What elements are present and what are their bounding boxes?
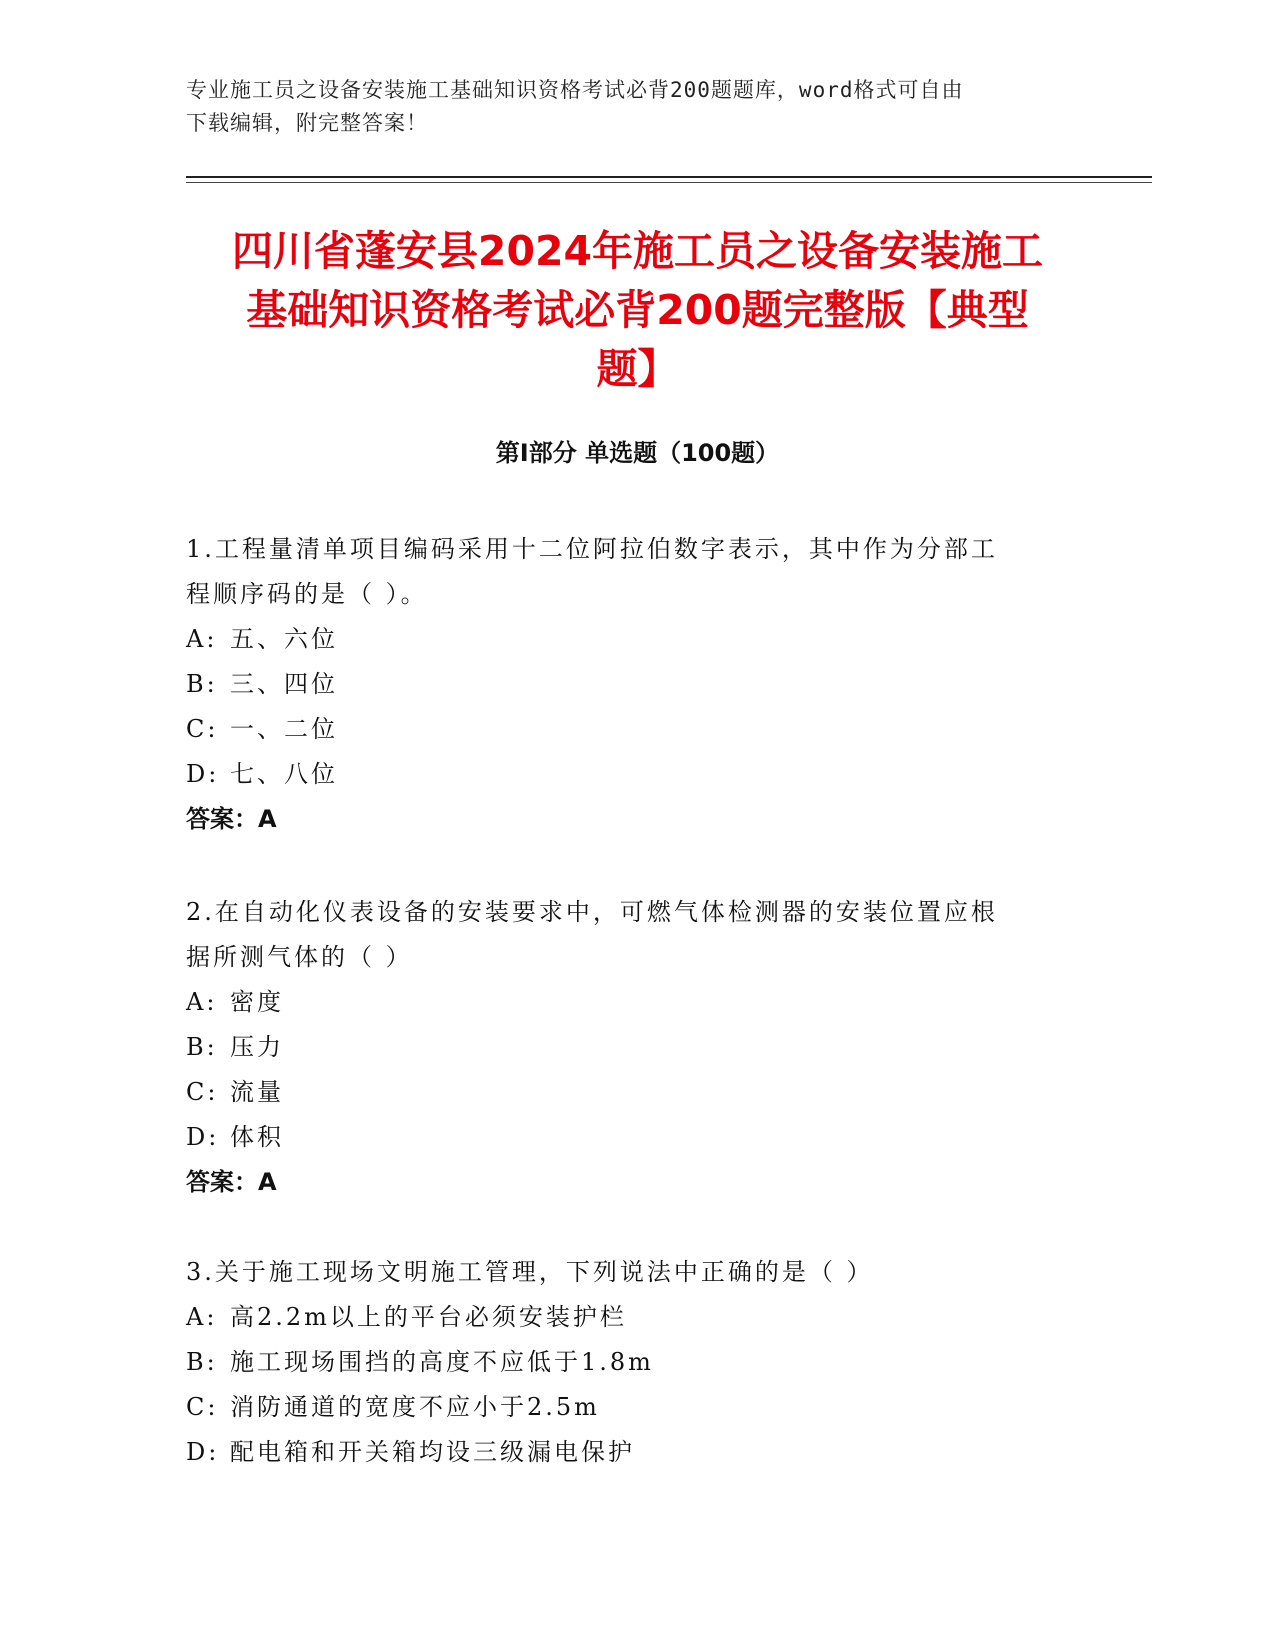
option-c [186,1385,1066,1430]
option-c [186,1070,1066,1115]
option-letter: A: [186,988,218,1016]
option-a [186,617,1066,662]
option-text: 高2.2m以上的平台必须安装护栏 [230,1303,627,1331]
question-2 [186,890,1066,1205]
document-title-line-1: 四川省蓬安县2024年施工员之设备安装施工 [231,227,1044,275]
option-letter: C: [186,1078,219,1106]
header-note-line-1: 专业施工员之设备安装施工基础知识资格考试必背200题题库，word格式可自由 [186,78,964,102]
option-a [186,980,1066,1025]
option-letter: A: [186,625,218,653]
option-text: 一、二位 [230,715,338,743]
option-c [186,707,1066,752]
question-stem-line-1: 1.工程量清单项目编码采用十二位阿拉伯数字表示，其中作为分部工 [186,535,998,563]
header-note [186,74,1086,140]
section-heading: 第Ⅰ部分 单选题（100题） [495,439,780,467]
option-text: 五、六位 [230,625,338,653]
option-letter: C: [186,1393,219,1421]
option-letter: B: [186,1348,218,1376]
header-divider-thick [186,176,1152,178]
option-text: 压力 [230,1033,284,1061]
option-letter: A: [186,1303,218,1331]
option-text: 密度 [230,988,284,1016]
option-d [186,752,1066,797]
option-d [186,1430,1066,1475]
question-1 [186,527,1066,842]
option-a [186,1295,1066,1340]
option-letter: B: [186,670,218,698]
option-b [186,1025,1066,1070]
document-title [186,222,1089,399]
option-text: 配电箱和开关箱均设三级漏电保护 [230,1438,635,1466]
option-letter: D: [186,760,220,788]
header-divider-thin [186,182,1152,183]
option-letter: C: [186,715,219,743]
option-letter: D: [186,1123,220,1151]
option-text: 三、四位 [230,670,338,698]
option-text: 施工现场围挡的高度不应低于1.8m [230,1348,654,1376]
question-3 [186,1250,1066,1475]
question-stem-line-2: 程顺序码的是（ ）。 [186,580,428,608]
option-d [186,1115,1066,1160]
option-text: 体积 [230,1123,284,1151]
option-b [186,662,1066,707]
option-letter: D: [186,1438,220,1466]
question-stem-line-2: 据所测气体的（ ） [186,943,413,971]
question-stem-line-1: 3.关于施工现场文明施工管理，下列说法中正确的是（ ） [186,1258,874,1286]
option-text: 七、八位 [230,760,338,788]
document-title-line-3: 题】 [596,345,679,393]
option-text: 流量 [230,1078,284,1106]
question-stem-line-1: 2.在自动化仪表设备的安装要求中，可燃气体检测器的安装位置应根 [186,898,998,926]
answer-key: 答案：A [186,805,277,833]
answer-key: 答案：A [186,1168,277,1196]
option-b [186,1340,1066,1385]
header-note-line-2: 下载编辑，附完整答案！ [186,111,428,135]
option-letter: B: [186,1033,218,1061]
document-title-line-2: 基础知识资格考试必背200题完整版【典型 [246,286,1029,334]
option-text: 消防通道的宽度不应小于2.5m [230,1393,600,1421]
